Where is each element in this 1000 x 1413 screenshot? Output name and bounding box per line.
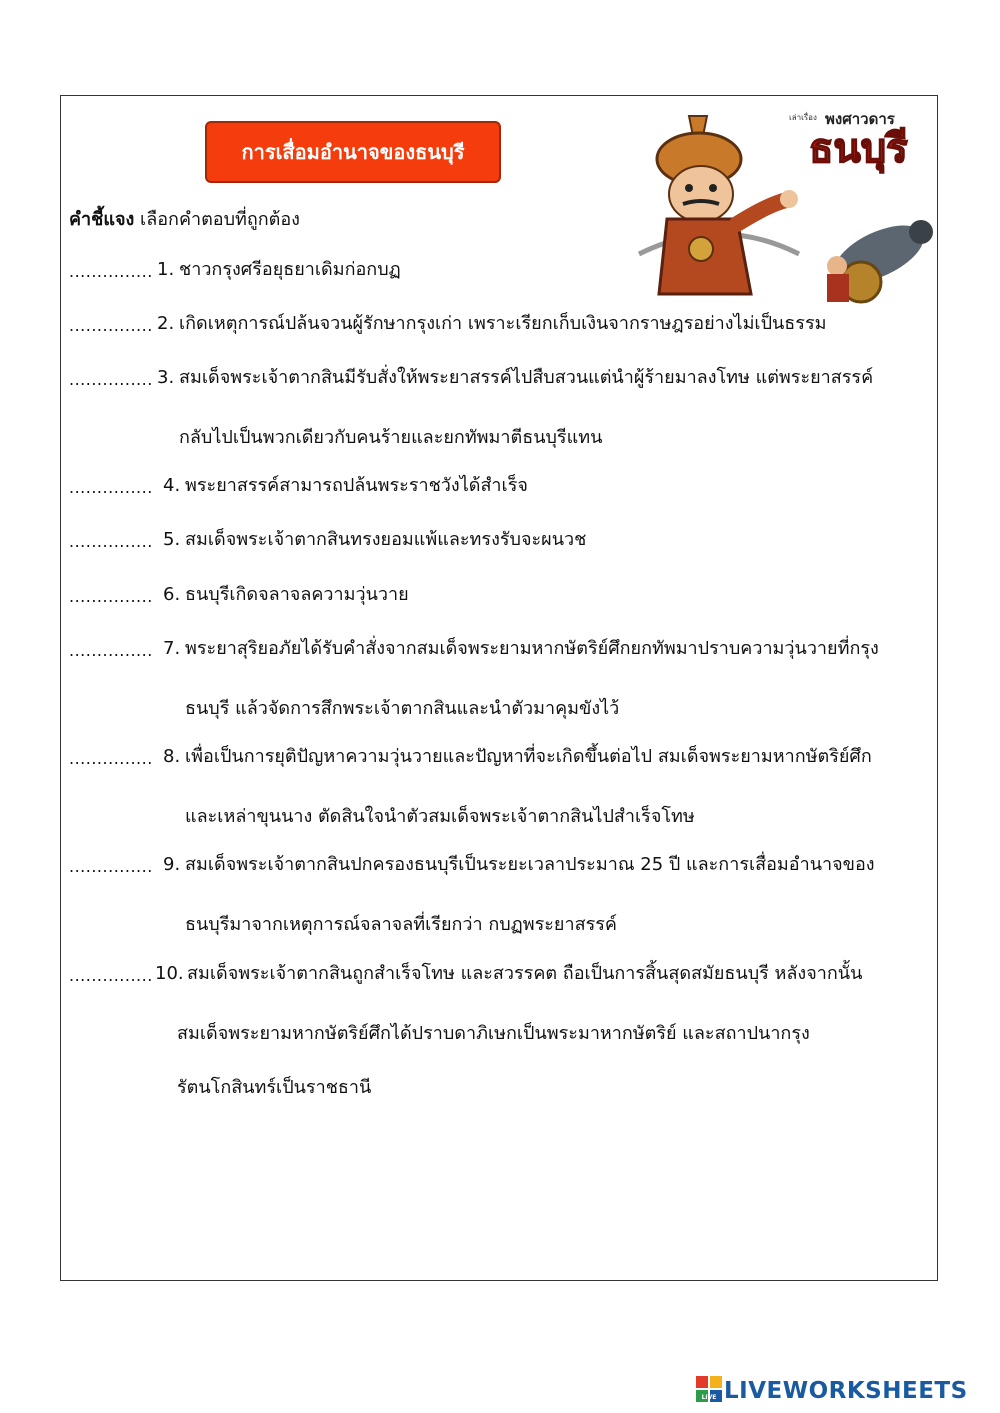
question-text: พระยาสุริยอภัยได้รับคำสั่งจากสมเด็จพระยามหากษัตริย์ศึกยกทัพมาปราบความวุ่นวายที่กรุง: [185, 638, 879, 659]
question-number: 2.: [157, 313, 175, 334]
question-text: สมเด็จพระเจ้าตากสินปกครองธนบุรีเป็นระยะเวลาประมาณ 25 ปี และการเสื่อมอำนาจของ: [185, 854, 875, 875]
worksheet-frame: [60, 95, 938, 1281]
question-text: เกิดเหตุการณ์ปล้นจวนผู้รักษากรุงเก่า เพราะเรียกเก็บเงินจากราษฎรอย่างไม่เป็นธรรม: [179, 313, 827, 334]
question-3-continued: กลับไปเป็นพวกเดียวกับคนร้ายและยกทัพมาตีธนบุรีแทน: [179, 427, 603, 448]
answer-blank-8[interactable]: ...............: [69, 749, 153, 768]
question-text: สมเด็จพระเจ้าตากสินทรงยอมแพ้และทรงรับจะผนวช: [185, 529, 587, 550]
cover-logo-series: พงศาวดาร: [825, 110, 895, 128]
answer-blank-5[interactable]: ...............: [69, 532, 153, 551]
question-number: 5.: [163, 529, 181, 550]
question-number: 8.: [163, 746, 181, 767]
answer-blank-1[interactable]: ...............: [69, 262, 153, 281]
answer-blank-10[interactable]: ...............: [69, 966, 153, 985]
question-number: 6.: [163, 584, 181, 605]
title-banner: [205, 121, 501, 183]
question-7-continued: ธนบุรี แล้วจัดการสึกพระเจ้าตากสินและนำตัวมาคุมขังไว้: [185, 698, 620, 719]
question-number: 3.: [157, 367, 175, 388]
question-8-continued: และเหล่าขุนนาง ตัดสินใจนำตัวสมเด็จพระเจ้าตากสินไปสำเร็จโทษ: [185, 806, 695, 827]
question-text: สมเด็จพระเจ้าตากสินมีรับสั่งให้พระยาสรรค์ไปสืบสวนแต่นำผู้ร้ายมาลงโทษ แต่พระยาสรรค์: [179, 367, 874, 388]
question-10-continued-1: สมเด็จพระยามหากษัตริย์ศึกได้ปราบดาภิเษกเป็นพระมาหากษัตริย์ และสถาปนากรุง: [177, 1023, 810, 1044]
cover-logo-small: เล่าเรื่อง: [789, 113, 817, 122]
question-10-continued-2: รัตนโกสินทร์เป็นราชธานี: [177, 1077, 372, 1098]
question-text: สมเด็จพระเจ้าตากสินถูกสำเร็จโทษ และสวรรคต ถือเป็นการสิ้นสุดสมัยธนบุรี หลังจากนั้น: [187, 963, 863, 984]
instruction-label: คำชี้แจง: [69, 209, 135, 230]
instruction-text: เลือกคำตอบที่ถูกต้อง: [140, 209, 300, 230]
liveworksheets-brand: LIVEWORKSHEETS: [724, 1378, 968, 1404]
logo-badge-text: LIVE: [701, 1394, 717, 1401]
question-text: ธนบุรีเกิดจลาจลความวุ่นวาย: [185, 584, 409, 605]
warrior-face: [669, 166, 733, 222]
question-text: พระยาสรรค์สามารถปล้นพระราชวังได้สำเร็จ: [185, 475, 528, 496]
question-text: ชาวกรุงศรีอยุธยาเดิมก่อกบฏ: [179, 259, 401, 280]
question-number: 4.: [163, 475, 181, 496]
answer-blank-3[interactable]: ...............: [69, 370, 153, 389]
question-number: 7.: [163, 638, 181, 659]
answer-blank-9[interactable]: ...............: [69, 857, 153, 876]
cover-logo-name: ธนบุรี: [809, 126, 908, 172]
answer-blank-6[interactable]: ...............: [69, 587, 153, 606]
question-number: 10.: [155, 963, 184, 984]
question-number: 1.: [157, 259, 175, 280]
question-text: เพื่อเป็นการยุติปัญหาความวุ่นวายและปัญหาที่จะเกิดขึ้นต่อไป สมเด็จพระยามหากษัตริย์ศึก: [185, 746, 872, 767]
answer-blank-4[interactable]: ...............: [69, 478, 153, 497]
cover-illustration: [629, 104, 935, 306]
question-9-continued: ธนบุรีมาจากเหตุการณ์จลาจลที่เรียกว่า กบฏพระยาสรรค์: [185, 914, 617, 935]
question-number: 9.: [163, 854, 181, 875]
page-title: การเสื่อมอำนาจของธนบุรี: [241, 140, 465, 164]
instruction: [69, 204, 300, 233]
answer-blank-2[interactable]: ...............: [69, 316, 153, 335]
answer-blank-7[interactable]: ...............: [69, 641, 153, 660]
liveworksheets-logo-icon: [696, 1376, 724, 1406]
